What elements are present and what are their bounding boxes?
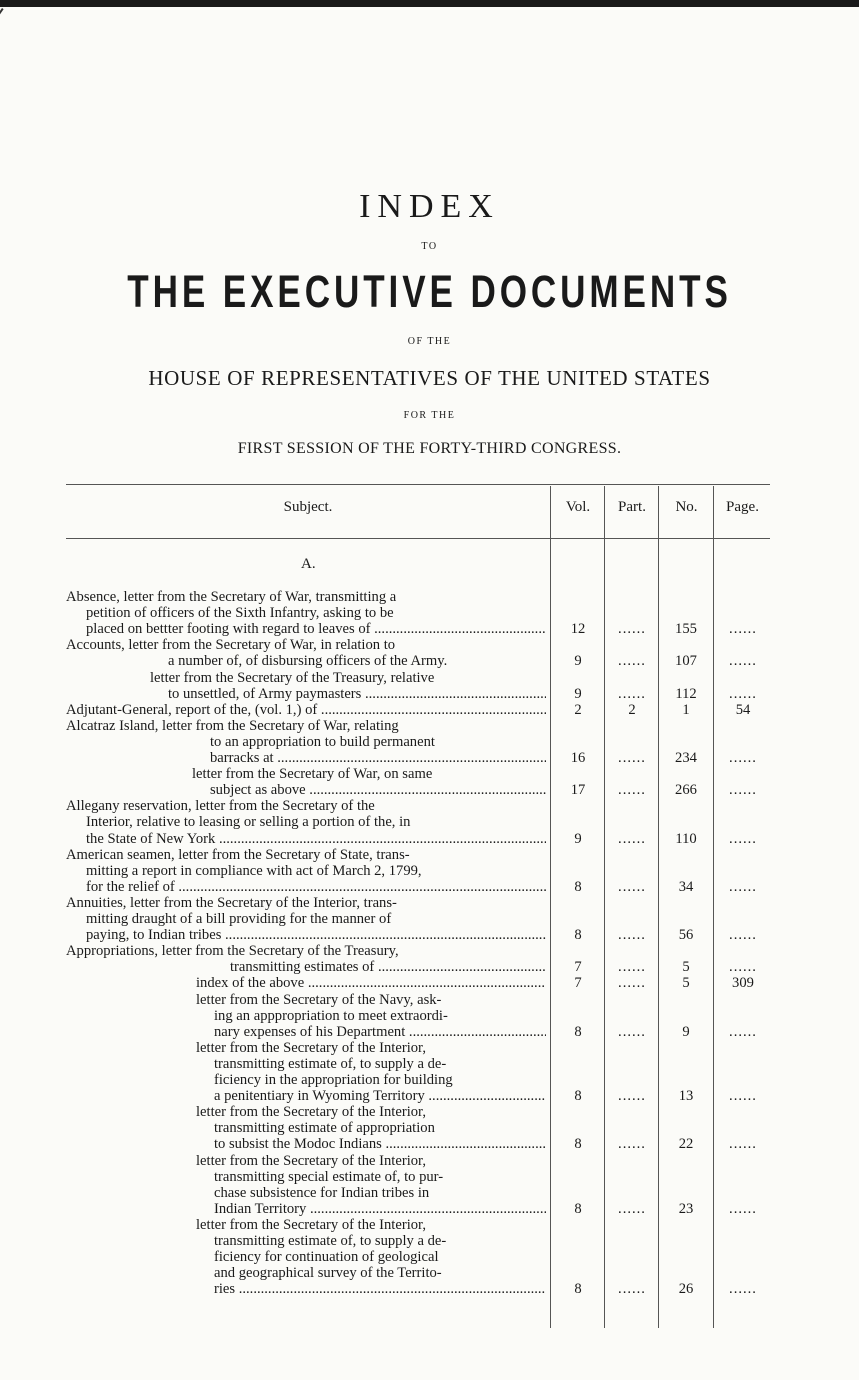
index-entry-line: Interior, relative to leasing or selling a portion of the, in [86, 814, 411, 830]
cell-vol: 8 [574, 1136, 582, 1152]
index-entry-line: letter from the Secretary of the Interior, [196, 1104, 426, 1120]
cell-part-blank [607, 782, 657, 798]
header-page: Page. [726, 499, 759, 515]
cell-part-blank [607, 750, 657, 766]
index-entry-final-line: a penitentiary in Wyoming Territory ..... [66, 1088, 546, 1104]
column-divider-no [658, 486, 659, 1328]
cell-page-blank [716, 927, 770, 943]
cell-no: 266 [675, 782, 697, 798]
cell-part-blank [607, 831, 657, 847]
cell-vol: 12 [570, 621, 586, 637]
index-entry-final-line: to unsettled, of Army paymasters ..... [66, 686, 546, 702]
cell-no: 13 [678, 1088, 694, 1104]
index-entry-final-line: barracks at ..... [66, 750, 546, 766]
index-entry-line: letter from the Secretary of the Interior, [196, 1217, 426, 1233]
cell-part-blank [607, 686, 657, 702]
title-index: INDEX [359, 188, 500, 225]
index-entry-line: ing an apppropriation to meet extraordi- [214, 1008, 448, 1024]
cell-no: 23 [678, 1201, 694, 1217]
cell-vol: 8 [574, 927, 582, 943]
cell-no: 26 [678, 1281, 694, 1297]
cell-no: 22 [678, 1136, 694, 1152]
index-entry-final-line: paying, to Indian tribes ..... [66, 927, 546, 943]
column-divider-vol [550, 486, 551, 1328]
cell-vol: 16 [570, 750, 586, 766]
cell-part-blank [607, 1281, 657, 1297]
index-entry-final-line: ries ..... [66, 1281, 546, 1297]
cell-no: 34 [678, 879, 694, 895]
index-entry-line: ficiency in the appropriation for building [214, 1072, 453, 1088]
cell-part-blank [607, 879, 657, 895]
table-header-rule [66, 538, 770, 539]
cell-page-blank [716, 621, 770, 637]
cell-part-blank [607, 927, 657, 943]
cell-page-blank [716, 1136, 770, 1152]
index-entry-line: letter from the Secretary of the Navy, ask- [196, 992, 442, 1008]
cell-part-blank [607, 959, 657, 975]
header-subject: Subject. [283, 499, 333, 515]
index-entry-line: letter from the Secretary of the Interior, [196, 1040, 426, 1056]
cell-part-blank [607, 1088, 657, 1104]
cell-part-blank [607, 1201, 657, 1217]
cell-page-blank [716, 653, 770, 669]
cell-page-blank [716, 1088, 770, 1104]
index-entry-line: Absence, letter from the Secretary of War, transmitting a [66, 589, 397, 605]
index-entry-final-line: a number of, of disbursing officers of the Army. [168, 653, 448, 669]
cell-page-blank [716, 1281, 770, 1297]
index-entry-line: and geographical survey of the Territo- [214, 1265, 442, 1281]
index-entry-final-line: subject as above ..... [66, 782, 546, 798]
index-entry-line: Appropriations, letter from the Secretary of the Treasury, [66, 943, 399, 959]
corner-mark [0, 8, 15, 37]
cell-no: 155 [675, 621, 697, 637]
cell-page-blank [716, 782, 770, 798]
title-main: THE EXECUTIVE DOCUMENTS [127, 266, 732, 317]
cell-no: 110 [675, 831, 697, 847]
index-entry-line: American seamen, letter from the Secretary of State, trans- [66, 847, 410, 863]
index-entry-final-line: the State of New York ..... [66, 831, 546, 847]
cell-vol: 9 [574, 653, 582, 669]
cell-vol: 8 [574, 879, 582, 895]
index-entry-line: mitting a report in compliance with act of March 2, 1799, [86, 863, 422, 879]
title-of-the: OF THE [407, 336, 452, 347]
cell-vol: 8 [574, 1024, 582, 1040]
index-entry-line: chase subsistence for Indian tribes in [214, 1185, 430, 1201]
header-part: Part. [618, 499, 646, 515]
cell-page-blank [716, 1024, 770, 1040]
index-entry-line: mitting draught of a bill providing for the manner of [86, 911, 392, 927]
index-entry-line: transmitting estimate of, to supply a de- [214, 1233, 447, 1249]
cell-page-blank [716, 959, 770, 975]
top-border-rule [0, 0, 859, 7]
title-house: HOUSE OF REPRESENTATIVES OF THE UNITED STATES [148, 366, 711, 390]
cell-part-blank [607, 975, 657, 991]
cell-no: 5 [682, 959, 690, 975]
cell-page: 309 [732, 975, 754, 991]
index-entry-final-line: Indian Territory ..... [66, 1201, 546, 1217]
cell-part-blank [607, 653, 657, 669]
column-divider-page [713, 486, 714, 1328]
cell-page-blank [716, 686, 770, 702]
index-entry-line: transmitting estimate of appropriation [214, 1120, 435, 1136]
index-entry-final-line: nary expenses of his Department ..... [66, 1024, 546, 1040]
cell-part-blank [607, 621, 657, 637]
index-entry-final-line: placed on bettter footing with regard to leaves of ..... [66, 621, 546, 637]
index-entry-line: Alcatraz Island, letter from the Secretary of War, relating [66, 718, 399, 734]
index-entry-final-line: Adjutant-General, report of the, (vol. 1,) of ..... [66, 702, 546, 718]
header-vol: Vol. [565, 499, 591, 515]
cell-no: 234 [675, 750, 697, 766]
cell-part-blank [607, 1024, 657, 1040]
index-entry-line: Allegany reservation, letter from the Secretary of the [66, 798, 375, 814]
cell-page-blank [716, 1201, 770, 1217]
cell-part-blank [607, 1136, 657, 1152]
title-to: TO [421, 241, 438, 252]
index-entry-line: letter from the Secretary of War, on same [192, 766, 433, 782]
index-entry-final-line: index of the above ..... [66, 975, 546, 991]
index-entry-line: transmitting estimate of, to supply a de- [214, 1056, 447, 1072]
cell-vol: 7 [574, 975, 582, 991]
cell-vol: 8 [574, 1201, 582, 1217]
table-top-rule [66, 484, 770, 485]
cell-no: 107 [675, 653, 697, 669]
title-for-the: FOR THE [403, 410, 456, 421]
cell-no: 5 [682, 975, 690, 991]
cell-vol: 2 [574, 702, 582, 718]
cell-part: 2 [628, 702, 636, 718]
index-entry-final-line: for the relief of ..... [66, 879, 546, 895]
index-entry-line: ficiency for continuation of geological [214, 1249, 439, 1265]
cell-page-blank [716, 750, 770, 766]
cell-vol: 7 [574, 959, 582, 975]
cell-vol: 8 [574, 1281, 582, 1297]
index-entry-line: letter from the Secretary of the Interior, [196, 1153, 426, 1169]
index-entry-line: to an appropriation to build permanent [210, 734, 435, 750]
header-no: No. [675, 499, 698, 515]
title-session: FIRST SESSION OF THE FORTY-THIRD CONGRESS. [237, 440, 622, 457]
index-entry-final-line: transmitting estimates of ..... [66, 959, 546, 975]
index-entry-final-line: to subsist the Modoc Indians ..... [66, 1136, 546, 1152]
cell-vol: 17 [570, 782, 586, 798]
cell-page: 54 [735, 702, 751, 718]
cell-no: 112 [675, 686, 697, 702]
section-letter: A. [301, 556, 316, 572]
column-divider-part [604, 486, 605, 1328]
cell-page-blank [716, 879, 770, 895]
index-entry-line: Annuities, letter from the Secretary of the Interior, trans- [66, 895, 397, 911]
cell-no: 9 [682, 1024, 690, 1040]
cell-vol: 9 [574, 686, 582, 702]
index-entry-line: petition of officers of the Sixth Infantry, asking to be [86, 605, 394, 621]
index-entry-line: transmitting special estimate of, to pur- [214, 1169, 444, 1185]
index-entry-line: Accounts, letter from the Secretary of War, in relation to [66, 637, 396, 653]
cell-vol: 8 [574, 1088, 582, 1104]
cell-no: 1 [682, 702, 690, 718]
index-entry-line: letter from the Secretary of the Treasury, relative [150, 670, 435, 686]
cell-no: 56 [678, 927, 694, 943]
cell-page-blank [716, 831, 770, 847]
cell-vol: 9 [574, 831, 582, 847]
